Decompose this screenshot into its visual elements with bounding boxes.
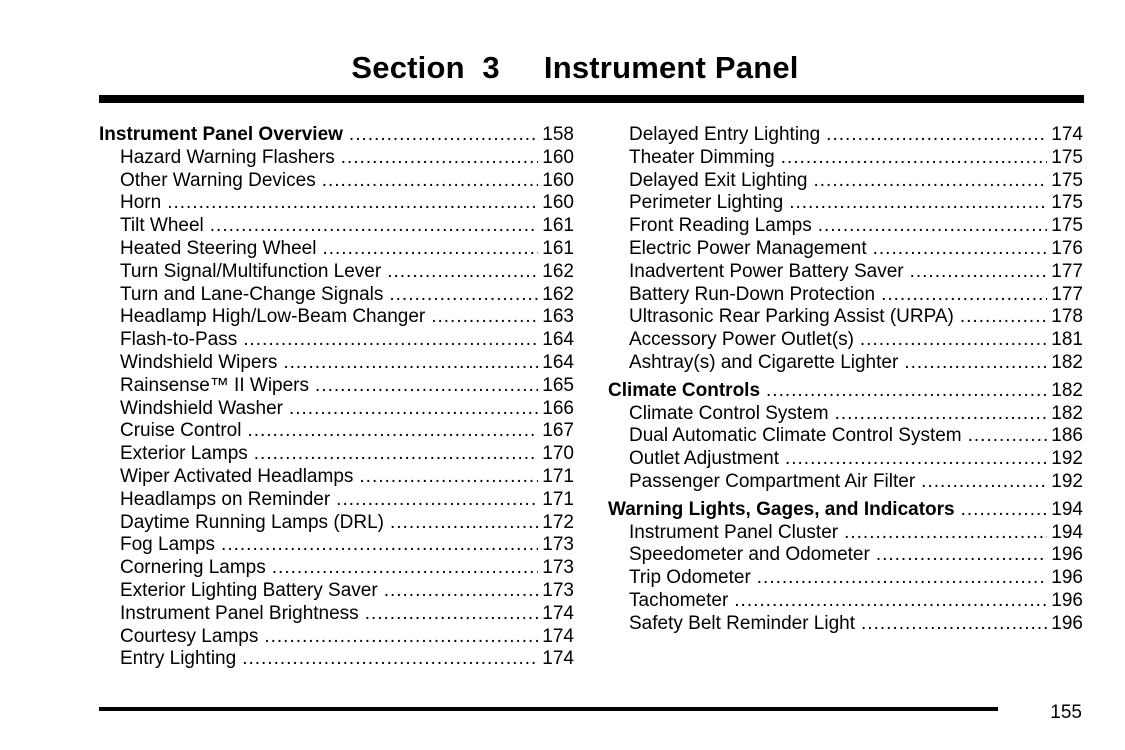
dot-leader	[961, 499, 1048, 522]
toc-entry-title: Tilt Wheel	[120, 215, 204, 237]
toc-entry	[608, 238, 1083, 261]
toc-entry	[99, 443, 574, 466]
toc-entry-title: Other Warning Devices	[120, 169, 316, 191]
toc-entry-title: Tachometer	[629, 589, 729, 611]
dot-leader	[861, 613, 1047, 636]
toc-page-number: 165	[542, 374, 574, 396]
dot-leader	[243, 329, 538, 352]
dot-leader	[789, 192, 1047, 215]
toc-page-number: 175	[1051, 146, 1083, 168]
toc-column-right	[608, 124, 1083, 636]
toc-entry	[99, 603, 574, 626]
toc-entry-title: Climate Control System	[629, 402, 829, 424]
toc-section-heading	[608, 499, 1083, 522]
toc-entry-title: Dual Automatic Climate Control System	[629, 425, 962, 447]
toc-entry	[608, 261, 1083, 284]
dot-leader	[968, 425, 1048, 448]
dot-leader	[264, 626, 538, 649]
toc-entry-title: Battery Run-Down Protection	[629, 283, 876, 305]
toc-page-number: 175	[1051, 215, 1083, 237]
toc-entry-title: Safety Belt Reminder Light	[629, 612, 856, 634]
toc-page-number: 173	[542, 534, 574, 556]
toc-entry	[99, 261, 574, 284]
toc-entry-title: Entry Lighting	[120, 648, 237, 670]
dot-leader	[365, 603, 539, 626]
page-number: 155	[1050, 702, 1082, 723]
toc-entry-title: Delayed Exit Lighting	[629, 169, 808, 191]
toc-entry-title: Accessory Power Outlet(s)	[629, 329, 854, 351]
toc-page-number: 171	[542, 465, 574, 487]
toc-entry	[99, 238, 574, 261]
toc-entry-title: Speedometer and Odometer	[629, 544, 870, 566]
toc-entry-title: Courtesy Lamps	[120, 625, 259, 647]
toc-entry	[99, 512, 574, 535]
dot-leader	[387, 261, 538, 284]
toc-entry	[99, 626, 574, 649]
dot-leader	[844, 522, 1047, 545]
dot-leader	[254, 443, 539, 466]
toc-entry	[99, 329, 574, 352]
toc-entry	[99, 284, 574, 307]
toc-entry	[608, 329, 1083, 352]
dot-leader	[921, 471, 1047, 494]
toc-section-heading	[608, 380, 1083, 403]
toc-page-number: 162	[542, 283, 574, 305]
toc-entry	[99, 580, 574, 603]
toc-entry	[608, 192, 1083, 215]
toc-page-number: 175	[1051, 192, 1083, 214]
toc-entry-title: Cornering Lamps	[120, 557, 266, 579]
toc-page-number: 181	[1051, 329, 1083, 351]
toc-page-number: 196	[1051, 612, 1083, 634]
dot-leader	[431, 306, 538, 329]
dot-leader	[818, 215, 1048, 238]
toc-entry-title: Theater Dimming	[629, 146, 775, 168]
dot-leader	[336, 489, 538, 512]
toc-entry-title: Hazard Warning Flashers	[120, 146, 335, 168]
dot-leader	[221, 534, 538, 557]
dot-leader	[315, 375, 538, 398]
toc-entry	[608, 170, 1083, 193]
dot-leader	[781, 147, 1048, 170]
toc-page-number: 186	[1051, 425, 1083, 447]
toc-page-number: 170	[542, 443, 574, 465]
toc-page-number: 174	[542, 648, 574, 670]
toc-entry-title: Turn Signal/Multifunction Lever	[120, 260, 382, 282]
toc-page-number: 173	[542, 579, 574, 601]
dot-leader	[814, 170, 1048, 193]
toc-entry-title: Exterior Lamps	[120, 443, 248, 465]
toc-entry	[608, 352, 1083, 375]
toc-entry	[608, 613, 1083, 636]
toc-page-number: 196	[1051, 589, 1083, 611]
toc-entry-title: Rainsense™ II Wipers	[120, 374, 310, 396]
toc-entry	[608, 567, 1083, 590]
toc-entry-title: Flash-to-Pass	[120, 329, 238, 351]
dot-leader	[322, 238, 538, 261]
dot-leader	[341, 147, 539, 170]
toc-page-number: 182	[1051, 351, 1083, 373]
toc-page-number: 192	[1051, 470, 1083, 492]
dot-leader	[272, 557, 539, 580]
toc-page-number: 161	[542, 215, 574, 237]
dot-leader	[835, 403, 1048, 426]
toc-page-number: 160	[542, 146, 574, 168]
toc-entry-title: Fog Lamps	[120, 534, 216, 556]
toc-entry	[99, 557, 574, 580]
dot-leader	[860, 329, 1047, 352]
toc-entry-title: Windshield Washer	[120, 397, 283, 419]
toc-entry	[608, 215, 1083, 238]
toc-page-number: 176	[1051, 237, 1083, 259]
toc-entry	[608, 284, 1083, 307]
toc-entry	[99, 306, 574, 329]
toc-entry-title: Electric Power Management	[629, 237, 867, 259]
toc-entry-title: Outlet Adjustment	[629, 448, 779, 470]
toc-entry	[99, 375, 574, 398]
toc-page-number: 164	[542, 351, 574, 373]
toc-entry-title: Front Reading Lamps	[629, 215, 812, 237]
toc-entry	[608, 403, 1083, 426]
toc-page-number: 167	[542, 420, 574, 442]
dot-leader	[910, 261, 1048, 284]
toc-entry-title: Windshield Wipers	[120, 351, 278, 373]
dot-leader	[881, 284, 1047, 307]
toc-entry	[99, 147, 574, 170]
toc-page-number: 160	[542, 192, 574, 214]
toc-entry-title: Cruise Control	[120, 420, 242, 442]
toc-column-left	[99, 124, 574, 671]
dot-leader	[283, 352, 538, 375]
toc-entry	[608, 448, 1083, 471]
toc-entry	[608, 124, 1083, 147]
dot-leader	[873, 238, 1048, 261]
toc-entry-title: Delayed Entry Lighting	[629, 124, 821, 145]
dot-leader	[389, 284, 538, 307]
dot-leader	[322, 170, 539, 193]
toc-entry-title: Heated Steering Wheel	[120, 237, 317, 259]
toc-page-number: 192	[1051, 448, 1083, 470]
toc-page-number: 196	[1051, 567, 1083, 589]
toc-entry-title: Headlamps on Reminder	[120, 488, 331, 510]
toc-entry-title: Exterior Lighting Battery Saver	[120, 579, 378, 601]
toc-entry	[99, 192, 574, 215]
dot-leader	[247, 420, 538, 443]
toc-page-number: 175	[1051, 169, 1083, 191]
dot-leader	[960, 306, 1047, 329]
toc-page-number: 174	[542, 625, 574, 647]
section-title: Section 3 Instrument Panel	[351, 50, 799, 85]
toc-page-number: 171	[542, 488, 574, 510]
toc-entry	[608, 522, 1083, 545]
dot-leader	[734, 590, 1047, 613]
dot-leader	[384, 580, 539, 603]
toc-page-number: 162	[542, 260, 574, 282]
toc-page-number: 174	[542, 602, 574, 624]
toc-entry	[608, 425, 1083, 448]
toc-page-number: 182	[1051, 402, 1083, 424]
toc-entry-title: Instrument Panel Overview	[99, 124, 343, 145]
toc-page-number: 174	[1051, 124, 1083, 145]
toc-page-number: 194	[1051, 521, 1083, 543]
bottom-rule	[99, 707, 998, 711]
toc-page-number: 166	[542, 397, 574, 419]
toc-entry	[608, 590, 1083, 613]
toc-entry-title: Instrument Panel Cluster	[629, 521, 839, 543]
toc-entry-title: Headlamp High/Low-Beam Changer	[120, 306, 426, 328]
dot-leader	[826, 124, 1047, 147]
toc-entry	[99, 534, 574, 557]
toc-entry-title: Horn	[120, 192, 162, 214]
toc-page-number: 173	[542, 557, 574, 579]
toc-page-number: 194	[1051, 498, 1083, 520]
dot-leader	[785, 448, 1047, 471]
toc-entry	[608, 306, 1083, 329]
toc-entry	[608, 471, 1083, 494]
toc-entry	[608, 147, 1083, 170]
toc-entry-title: Ultrasonic Rear Parking Assist (URPA)	[629, 306, 954, 328]
dot-leader	[390, 512, 538, 535]
dot-leader	[876, 544, 1047, 567]
toc-page-number: 178	[1051, 306, 1083, 328]
toc-entry	[99, 352, 574, 375]
toc-page-number: 160	[542, 169, 574, 191]
toc-entry-title: Daytime Running Lamps (DRL)	[120, 511, 384, 533]
dot-leader	[289, 398, 538, 421]
toc-entry-title: Turn and Lane-Change Signals	[120, 283, 384, 305]
toc-entry-title: Trip Odometer	[629, 567, 751, 589]
toc-entry-title: Warning Lights, Gages, and Indicators	[608, 498, 955, 520]
top-rule	[99, 95, 1084, 103]
toc-entry	[99, 215, 574, 238]
toc-page-number: 161	[542, 237, 574, 259]
toc-entry	[99, 489, 574, 512]
toc-entry	[608, 544, 1083, 567]
dot-leader	[757, 567, 1048, 590]
dot-leader	[904, 352, 1047, 375]
toc-page-number: 196	[1051, 544, 1083, 566]
dot-leader	[242, 648, 538, 671]
toc-entry-title: Climate Controls	[608, 379, 761, 401]
toc-entry	[99, 466, 574, 489]
toc-entry-title: Inadvertent Power Battery Saver	[629, 260, 904, 282]
toc-page-number: 163	[542, 306, 574, 328]
toc-entry-title: Wiper Activated Headlamps	[120, 465, 354, 487]
dot-leader	[359, 466, 538, 489]
toc-entry-title: Passenger Compartment Air Filter	[629, 470, 916, 492]
toc-entry-title: Perimeter Lighting	[629, 192, 784, 214]
dot-leader	[167, 192, 538, 215]
toc-entry	[99, 170, 574, 193]
toc-entry-title: Ashtray(s) and Cigarette Lighter	[629, 351, 899, 373]
toc-entry	[99, 398, 574, 421]
toc-page-number: 177	[1051, 260, 1083, 282]
toc-entry-title: Instrument Panel Brightness	[120, 602, 359, 624]
dot-leader	[210, 215, 539, 238]
toc-page-number: 158	[542, 124, 574, 145]
dot-leader	[766, 380, 1047, 403]
dot-leader	[349, 124, 538, 147]
toc-entry	[99, 648, 574, 671]
toc-page-number: 177	[1051, 283, 1083, 305]
toc-page-number: 164	[542, 329, 574, 351]
toc-page-number: 182	[1051, 379, 1083, 401]
toc-page-number: 172	[542, 511, 574, 533]
toc-entry	[99, 420, 574, 443]
toc-section-heading	[99, 124, 574, 147]
